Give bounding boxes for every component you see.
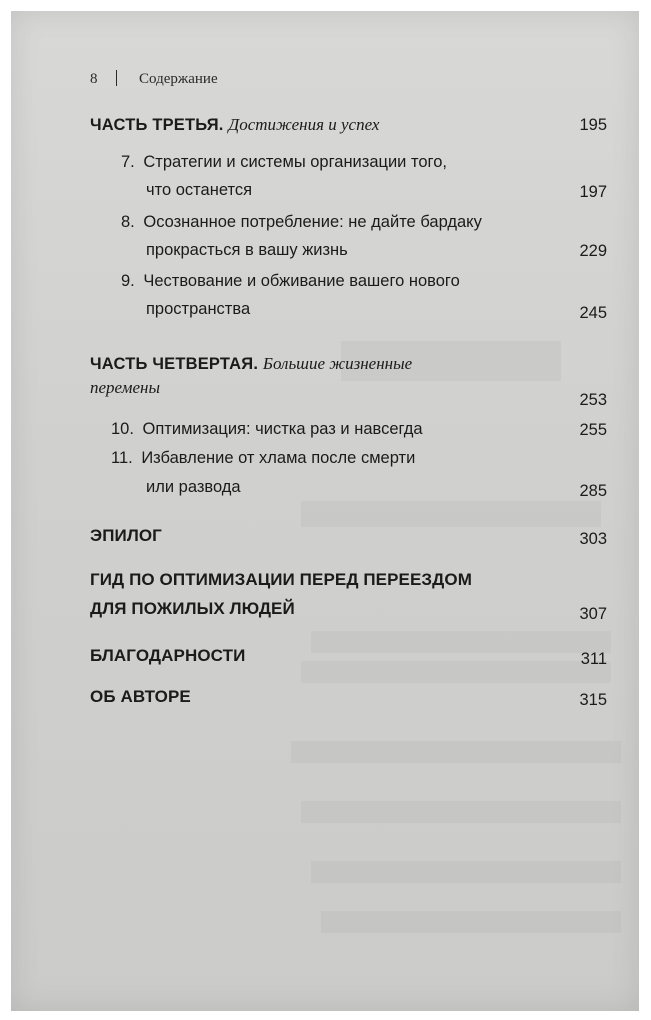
toc-chapter-7-line2: что останется — [146, 181, 253, 199]
chapter-8-title-line1: Осознанное потребление: не дайте бардаку — [143, 213, 482, 231]
running-head — [90, 70, 218, 88]
show-through-smudge — [301, 801, 621, 823]
toc-chapter-11-line1 — [111, 449, 415, 468]
chapter-8-page: 229 — [579, 242, 607, 260]
chapter-11-page: 285 — [579, 482, 607, 500]
chapter-10-title: Оптимизация: чистка раз и навсегда — [142, 420, 423, 438]
running-head-divider — [116, 70, 118, 86]
toc-guide-line2: ДЛЯ ПОЖИЛЫХ ЛЮДЕЙ — [90, 599, 295, 618]
chapter-7-title-line1: Стратегии и системы организации того, — [143, 153, 447, 171]
part-four-subtitle-line2: перемены — [90, 378, 161, 397]
part-four-page: 253 — [579, 391, 607, 409]
part-three-label: ЧАСТЬ ТРЕТЬЯ. — [90, 116, 224, 134]
epilogue-page: 303 — [579, 530, 607, 548]
show-through-smudge — [321, 911, 621, 933]
book-page — [11, 11, 639, 1011]
running-head-section: Содержание — [139, 71, 218, 87]
toc-part-four-title — [90, 354, 412, 374]
chapter-7-number: 7. — [121, 153, 135, 171]
chapter-11-number: 11. — [111, 449, 133, 467]
acknowledgements-page: 311 — [580, 650, 607, 668]
page-number: 8 — [90, 71, 98, 87]
toc-guide-line1: ГИД ПО ОПТИМИЗАЦИИ ПЕРЕД ПЕРЕЕЗДОМ — [90, 570, 472, 589]
toc-chapter-8-line1 — [121, 213, 482, 232]
chapter-10-page: 255 — [579, 421, 607, 439]
toc-acknowledgements: БЛАГОДАРНОСТИ — [90, 646, 246, 665]
show-through-smudge — [311, 861, 621, 883]
toc-epilogue: ЭПИЛОГ — [90, 526, 162, 545]
chapter-7-page: 197 — [579, 183, 607, 201]
toc-chapter-8-line2: прокрасться в вашу жизнь — [146, 241, 348, 259]
part-four-subtitle-line1: Большие жизненные — [262, 354, 413, 373]
chapter-10-number: 10. — [111, 420, 134, 438]
toc-chapter-7-line1 — [121, 153, 447, 172]
toc-part-three-title — [90, 115, 379, 135]
chapter-9-page: 245 — [579, 304, 607, 322]
part-four-label: ЧАСТЬ ЧЕТВЕРТАЯ. — [90, 355, 259, 373]
toc-about-author: ОБ АВТОРЕ — [90, 687, 191, 706]
guide-page: 307 — [579, 605, 607, 623]
toc-chapter-11-line2: или развода — [146, 478, 241, 496]
chapter-11-title-line1: Избавление от хлама после смерти — [141, 449, 416, 467]
part-three-subtitle: Достижения и успех — [228, 115, 380, 134]
toc-chapter-9-line2: пространства — [146, 300, 251, 318]
about-author-page: 315 — [579, 691, 607, 709]
chapter-8-number: 8. — [121, 213, 135, 231]
show-through-smudge — [291, 741, 621, 763]
chapter-9-number: 9. — [121, 272, 135, 290]
chapter-9-title-line1: Чествование и обживание вашего нового — [143, 272, 460, 290]
toc-chapter-9-line1 — [121, 272, 460, 291]
toc-chapter-10 — [111, 420, 423, 439]
show-through-smudge — [301, 501, 601, 527]
part-three-page: 195 — [579, 116, 607, 134]
